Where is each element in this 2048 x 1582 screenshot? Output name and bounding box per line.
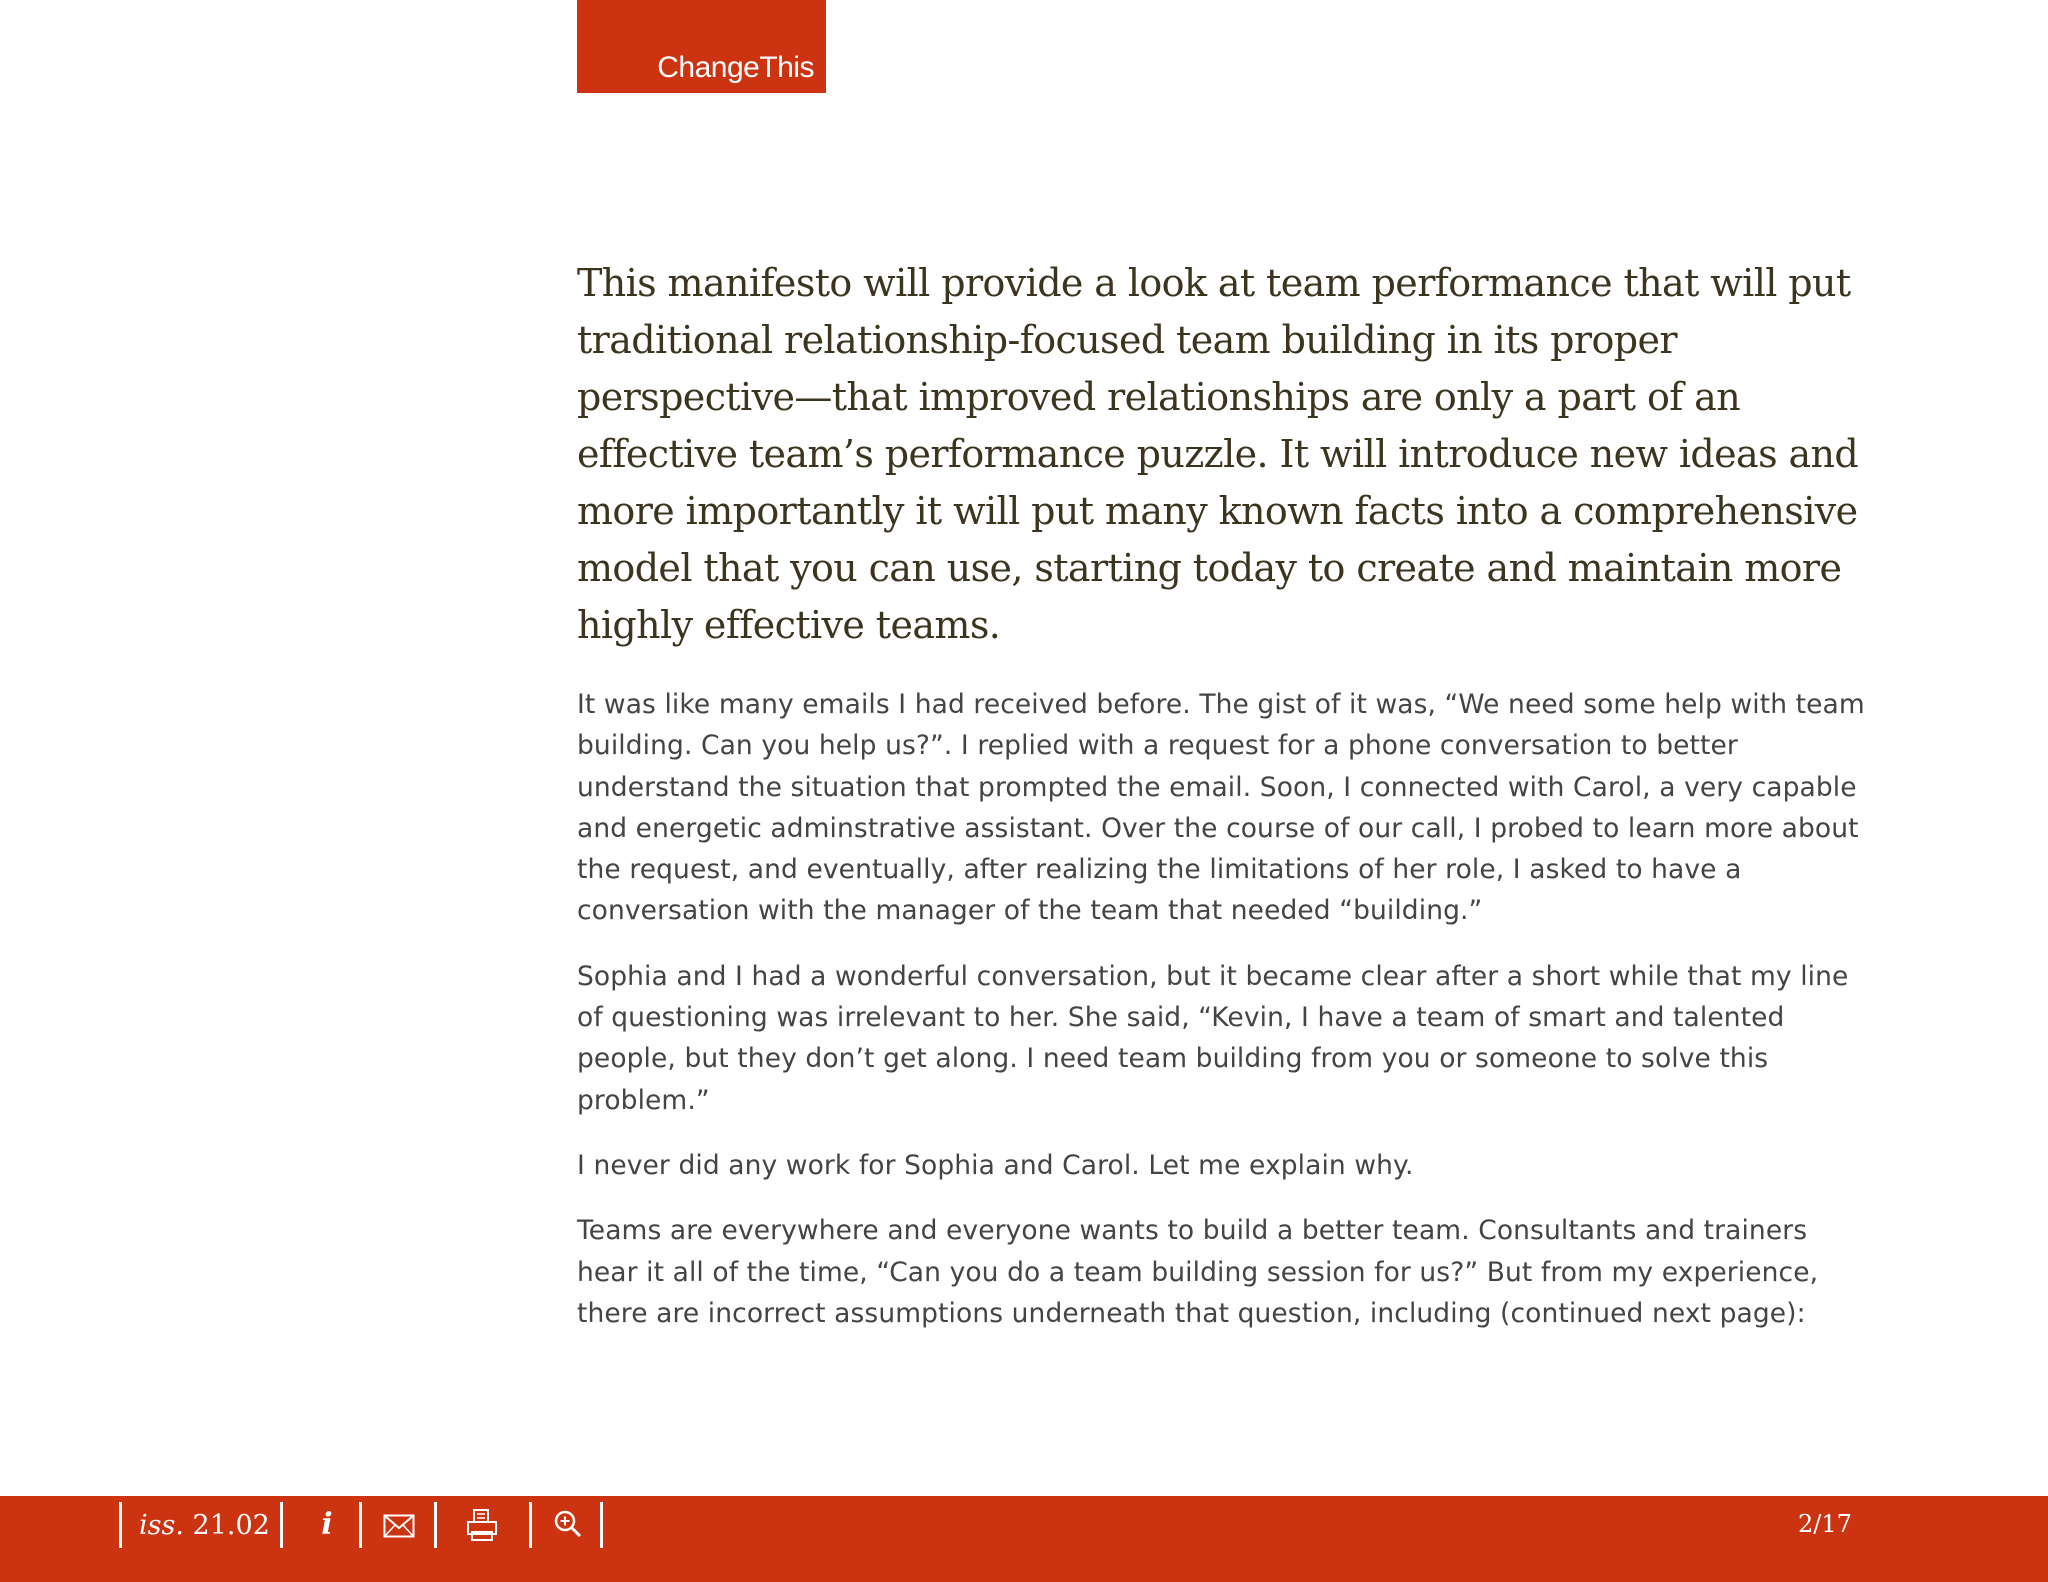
body-paragraph-4: Teams are everywhere and everyone wants to build a better team. Consultants and trainers hear it all of the time, “Can you do a team building session for us?” But from my experience, there are incorrect assumptions underneath that question, including (continued next page): xyxy=(577,1215,1819,1329)
issue-label xyxy=(139,1510,270,1541)
footer-divider xyxy=(280,1502,283,1548)
footer-divider xyxy=(119,1502,122,1548)
issue-number: 21.02 xyxy=(192,1510,270,1541)
footer-divider xyxy=(434,1502,437,1548)
intro-paragraph: This manifesto will provide a look at team performance that will put traditional relationship-focused team building in its proper perspective—that improved relationships are only a part of an effective team’s performance puzzle. It will introduce new ideas and more importantly it will put many known facts into a comprehensive model that you can use, starting today to create and maintain more highly effective teams. xyxy=(577,261,1859,647)
logo-text: ChangeThis xyxy=(657,51,814,84)
footer-divider xyxy=(529,1502,532,1548)
page-number: 2/17 xyxy=(1798,1510,1852,1538)
body-paragraph-3: I never did any work for Sophia and Carol. Let me explain why. xyxy=(577,1149,1414,1181)
body-paragraph-2: Sophia and I had a wonderful conversation, but it became clear after a short while that my line of questioning was irrelevant to her. She said, “Kevin, I have a team of smart and talented people, but they don’t get along. I need team building from you or someone to solve this problem.” xyxy=(577,960,1849,1116)
issue-prefix: iss. xyxy=(139,1510,184,1541)
info-icon[interactable]: i xyxy=(321,1507,333,1542)
changethis-logo xyxy=(577,0,826,93)
mail-icon[interactable] xyxy=(382,1508,416,1546)
print-icon[interactable] xyxy=(465,1508,499,1550)
zoom-icon[interactable] xyxy=(551,1508,585,1550)
footer-toolbar xyxy=(0,1496,2048,1582)
footer-divider xyxy=(600,1502,603,1548)
main-content xyxy=(577,255,1867,1358)
body-paragraph-1: It was like many emails I had received before. The gist of it was, “We need some help with team building. Can you help us?”. I replied with a request for a phone conversation to better understand the situation that prompted the email. Soon, I connected with Carol, a very capable and energetic adminstrative assistant. Over the course of our call, I probed to learn more about the request, and eventually, after realizing the limitations of her role, I asked to have a conversation with the manager of the team that needed “building.” xyxy=(577,689,1865,927)
footer-divider xyxy=(359,1502,362,1548)
